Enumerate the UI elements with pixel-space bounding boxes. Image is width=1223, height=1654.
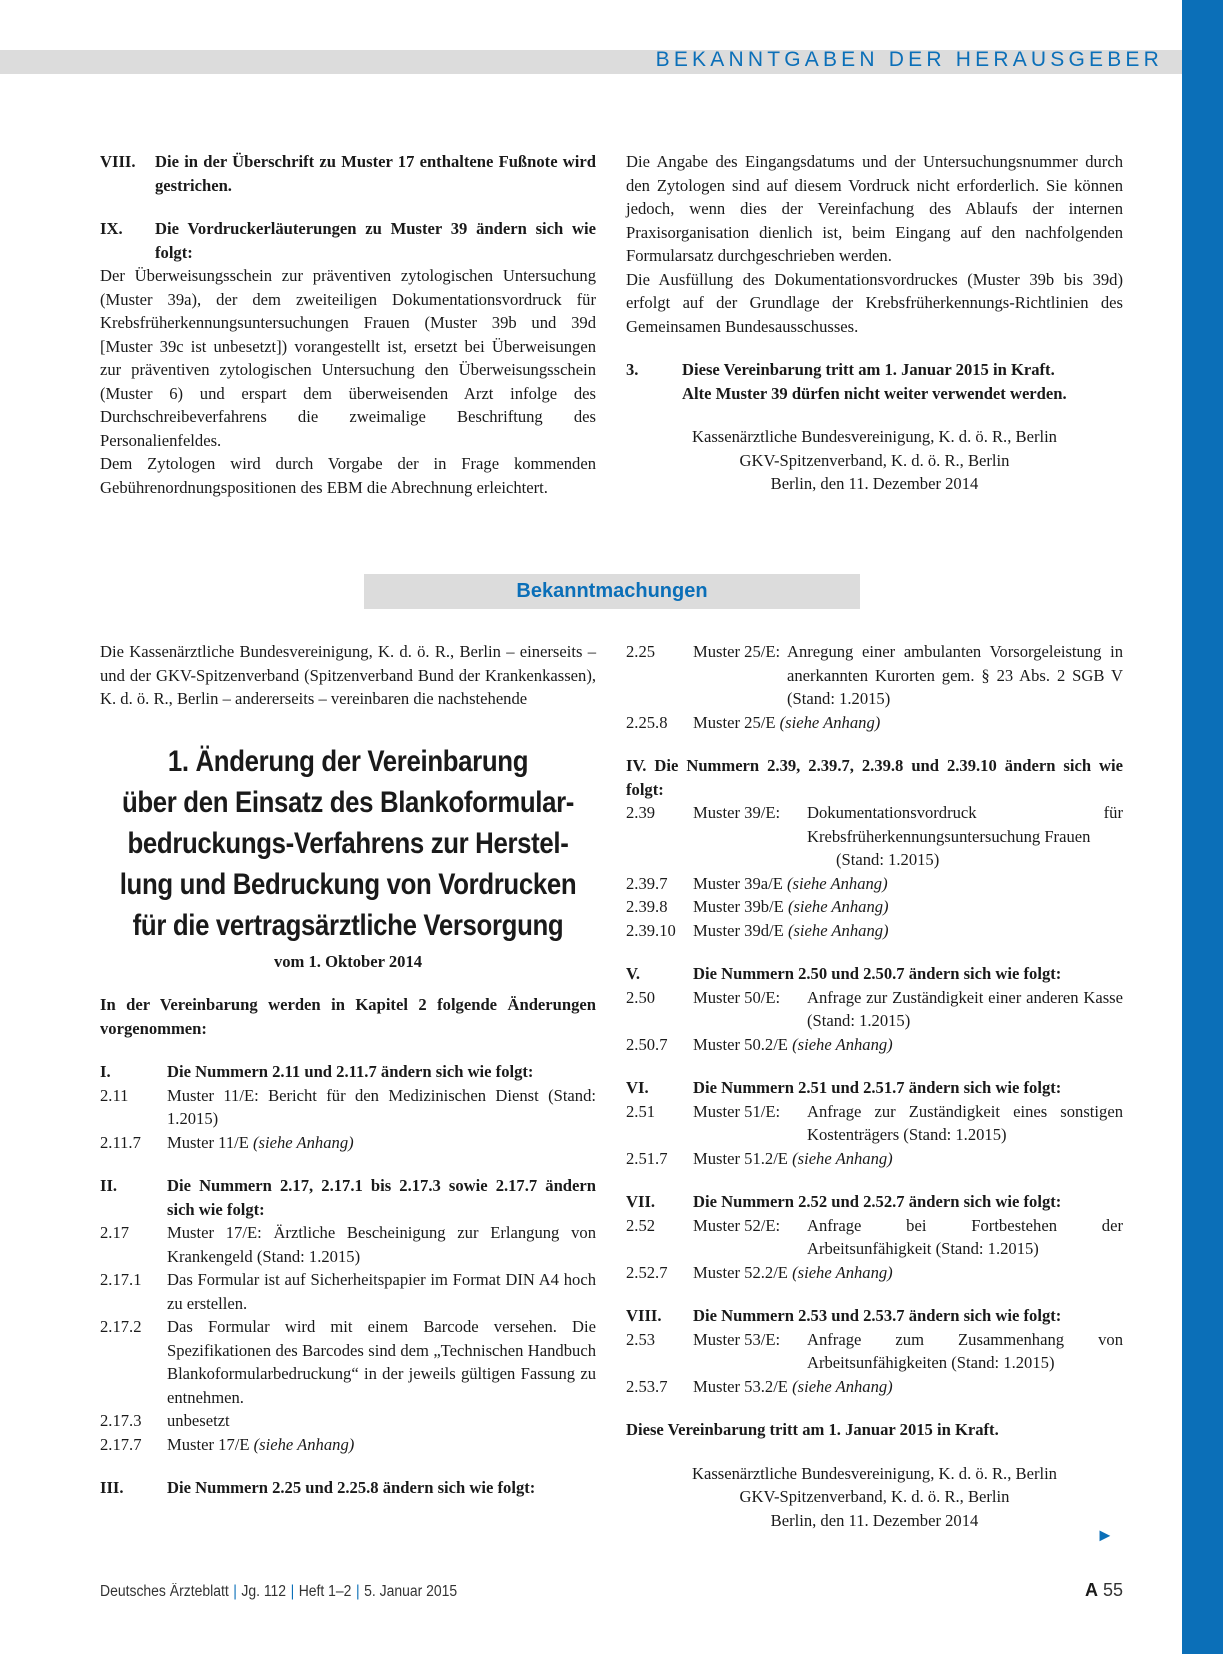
list-item [100, 1084, 596, 1131]
item-3 [626, 358, 1123, 405]
item-number: 2.51.7 [626, 1148, 668, 1168]
item-number: 2.25.8 [626, 712, 668, 732]
section-number: VII. [626, 1192, 656, 1211]
list-item [626, 1033, 1123, 1057]
item-number: 2.51 [626, 1101, 656, 1121]
item-number: 2.17.3 [100, 1411, 142, 1430]
item-text: Anfrage zur Zuständigkeit einer anderen Kasse (Stand: 1.2015) [807, 987, 1123, 1030]
agreement-title [100, 741, 595, 946]
right-color-bar [1182, 0, 1223, 1654]
item-status: (Stand: 1.2015) [836, 850, 940, 869]
item-annex-note: (siehe Anhang) [792, 1262, 893, 1282]
item-text: Das Formular wird mit einem Barcode versehen. Die Spezifikationen des Barcodes sind dem „Technischen Handbuch Blankoformularbedruckung“ in der jeweils gültigen Fassung zu entnehmen. [167, 1317, 596, 1407]
item-number: 2.11.7 [100, 1132, 141, 1152]
issue-date: 5. Januar 2015 [364, 1583, 458, 1600]
section-text: Die Nummern 2.52 und 2.52.7 ändern sich wie folgt: [693, 1192, 1062, 1211]
intro-paragraph: Die Kassenärztliche Bundesvereinigung, K. d. ö. R., Berlin – einerseits – und der GKV-Spitzenverband (Spitzenverband Bund der Krankenkassen), K. d. ö. R., Berlin – andererseits – vereinbaren die nachstehende [100, 642, 596, 708]
list-item [626, 1214, 1123, 1261]
bottom-left-column [100, 640, 596, 1500]
item-annex-note: (siehe Anhang) [792, 1148, 893, 1168]
paragraph: Dem Zytologen wird durch Vorgabe der in Frage kommenden Gebührenordnungspositionen des EBM die Abrechnung erleichtert. [100, 454, 596, 497]
item-text: Muster 39d/E [693, 920, 788, 940]
signatory-kbv: Kassenärztliche Bundesvereinigung, K. d. ö. R., Berlin [692, 427, 1057, 446]
list-item [626, 872, 1123, 896]
list-item [100, 1409, 596, 1433]
item-number: 2.25 [626, 642, 656, 661]
journal-issue: Heft 1–2 [298, 1583, 352, 1600]
page-number [1085, 1580, 1123, 1601]
item-number: 2.39.8 [626, 897, 668, 916]
item-number: 2.53.7 [626, 1376, 668, 1396]
top-right-column [626, 150, 1123, 496]
section-number: III. [100, 1478, 124, 1497]
section-text: Die Nummern 2.17, 2.17.1 bis 2.17.3 sowie 2.17.7 ändern sich wie folgt: [167, 1176, 596, 1219]
section-heading [100, 1476, 596, 1500]
item-number: 2.17 [100, 1223, 130, 1242]
item-number: 2.52 [626, 1215, 656, 1235]
journal-volume: Jg. 112 [241, 1583, 287, 1600]
paragraph: Der Überweisungsschein zur präventiven zytologischen Untersuchung (Muster 39a), der dem zweiteiligen Dokumentationsvordruck für Krebsfrüherkennungsuntersuchungen Frauen (Muster 39b und 39d [Muster 39c ist unbesetzt]) vorangestellt ist, ersetzt bei Überweisungen zur präventiven zytologischen Untersuchung den Überweisungsschein (Muster 6) und erspart dem überweisenden Arzt infolge des Durchschreibeverfahrens die zweimalige Beschriftung des Personalienfeldes. [100, 266, 596, 450]
item-text: Muster 39b/E [693, 897, 788, 916]
signatory-kbv: Kassenärztliche Bundesvereinigung, K. d. ö. R., Berlin [692, 1463, 1057, 1483]
item-number: 2.39.10 [626, 920, 676, 940]
item-number: 2.39 [626, 803, 656, 822]
item-text: Das Formular ist auf Sicherheitspapier im Format DIN A4 hoch zu erstellen. [167, 1270, 596, 1313]
item-text: unbesetzt [167, 1411, 230, 1430]
section-text: Die Nummern 2.11 und 2.11.7 ändern sich wie folgt: [167, 1062, 534, 1081]
signature-date: Berlin, den 11. Dezember 2014 [770, 1510, 979, 1530]
item-annex-note: (siehe Anhang) [792, 1376, 893, 1396]
list-item [100, 1315, 596, 1409]
item-text: Alte Muster 39 dürfen nicht weiter verwendet werden. [682, 383, 1067, 403]
item-number: IX. [100, 219, 123, 238]
paragraph: Die Ausfüllung des Dokumentationsvordruckes (Muster 39b bis 39d) erfolgt auf der Grundlage der Krebsfrüherkennungs-Richtlinien des Gemeinsamen Bundesausschusses. [626, 269, 1123, 336]
title-line: lung und Bedruckung von Vordrucken [119, 867, 577, 901]
top-left-column [100, 150, 596, 499]
signature-block [626, 425, 1123, 496]
item-text: Die in der Überschrift zu Muster 17 enthaltene Fußnote wird gestrichen. [155, 152, 596, 195]
title-line: für die vertragsärztliche Versorgung [132, 908, 564, 942]
item-text: Dokumentationsvordruck für Krebsfrüherkennungsuntersuchung Frauen [807, 803, 1123, 846]
paragraph: Die Angabe des Eingangsdatums und der Untersuchungsnummer durch den Zytologen sind auf diesem Vordruck nicht erforderlich. Sie können jedoch, wenn dies der Vereinfachung des Ablaufs der internen Praxisorganisation dienlich ist, beim Eingang auf den nachfolgenden Formularsatz durchgeschrieben werden. [626, 152, 1123, 265]
list-item [100, 1221, 596, 1268]
item-text: Muster 50.2/E [693, 1034, 793, 1054]
title-line: 1. Änderung der Vereinbarung [167, 744, 529, 778]
section-heading [626, 1076, 1123, 1100]
item-number: 2.17.2 [100, 1317, 142, 1336]
lead-paragraph: In der Vereinbarung werden in Kapitel 2 folgende Änderungen vorgenommen: [100, 995, 596, 1038]
section-text: Die Nummern 2.50 und 2.50.7 ändern sich wie folgt: [693, 964, 1062, 983]
list-item [100, 1131, 596, 1155]
signature-date: Berlin, den 11. Dezember 2014 [770, 474, 979, 493]
list-item [100, 1433, 596, 1457]
item-text: Anfrage bei Fortbestehen der Arbeitsunfähigkeit (Stand: 1.2015) [807, 1215, 1123, 1258]
section-heading [100, 1060, 596, 1084]
section-heading [626, 1190, 1123, 1214]
item-annex-note: (siehe Anhang) [787, 873, 888, 893]
item-number: 2.11 [100, 1085, 129, 1105]
item-annex-note: (siehe Anhang) [253, 1434, 355, 1454]
signatory-gkv: GKV-Spitzenverband, K. d. ö. R., Berlin [739, 1487, 1010, 1506]
item-text: Die Vordruckerläuterungen zu Muster 39 ändern sich wie folgt: [155, 219, 596, 262]
continue-arrow-icon: ► [1096, 1525, 1114, 1545]
item-viii [100, 150, 596, 197]
section-banner: Bekanntmachungen [364, 574, 860, 609]
item-number: 2.39.7 [626, 873, 668, 893]
section-number: I. [100, 1062, 111, 1081]
section-number: VI. [626, 1078, 649, 1097]
item-text: Muster 11/E: Bericht für den Medizinischen Dienst (Stand: 1.2015) [167, 1085, 596, 1128]
item-number: VIII. [100, 152, 136, 171]
item-text: Muster 17/E: Ärztliche Bescheinigung zur Erlangung von Krankengeld (Stand: 1.2015) [167, 1223, 596, 1266]
section-heading: IV. Die Nummern 2.39, 2.39.7, 2.39.8 und 2.39.10 ändern sich wie folgt: [626, 756, 1123, 799]
item-number: 2.50.7 [626, 1034, 668, 1054]
section-number: V. [626, 964, 640, 983]
list-item [100, 1268, 596, 1315]
section-number: II. [100, 1176, 118, 1195]
item-annex-note: (siehe Anhang) [779, 712, 881, 732]
list-item [626, 1375, 1123, 1399]
footer-citation: Deutsches Ärzteblatt | Jg. 112 | Heft 1–2 | 5. Januar 2015 [100, 1583, 458, 1600]
item-number: 3. [626, 360, 639, 379]
item-annex-note: (siehe Anhang) [787, 920, 889, 940]
item-text: Anfrage zur Zuständigkeit eines sonstigen Kostenträgers (Stand: 1.2015) [807, 1101, 1123, 1144]
list-item [626, 919, 1123, 943]
item-form: Muster 25/E: [693, 642, 781, 661]
signatory-gkv: GKV-Spitzenverband, K. d. ö. R., Berlin [739, 450, 1010, 470]
agreement-date: vom 1. Oktober 2014 [273, 951, 423, 971]
list-item [626, 640, 1123, 711]
item-annex-note: (siehe Anhang) [792, 1034, 893, 1054]
item-number: 2.53 [626, 1329, 656, 1349]
list-item [626, 1261, 1123, 1285]
section-heading [626, 1304, 1123, 1328]
item-form: Muster 50/E: [693, 987, 781, 1007]
section-heading [100, 1174, 596, 1221]
item-number: 2.52.7 [626, 1262, 668, 1282]
section-heading [626, 962, 1123, 986]
item-form: Muster 53/E: [693, 1329, 781, 1349]
item-text: Diese Vereinbarung tritt am 1. Januar 2015 in Kraft. [682, 360, 1055, 379]
list-item [626, 1100, 1123, 1147]
list-item [626, 895, 1123, 919]
item-text: Muster 53.2/E [693, 1376, 793, 1396]
title-line: bedruckungs-Verfahrens zur Herstel- [127, 826, 569, 860]
item-text: Muster 17/E [167, 1434, 254, 1454]
page-value: 55 [1102, 1580, 1123, 1600]
item-text: Anfrage zum Zusammenhang von Arbeitsunfähigkeiten (Stand: 1.2015) [807, 1329, 1123, 1372]
item-number: 2.50 [626, 987, 656, 1007]
item-number: 2.17.1 [100, 1270, 142, 1289]
journal-name: Deutsches Ärzteblatt [100, 1583, 229, 1600]
section-header-title: BEKANNTGABEN DER HERAUSGEBER [655, 48, 1163, 71]
signature-block [626, 1462, 1123, 1533]
item-text: Muster 52.2/E [693, 1262, 793, 1282]
item-text: Muster 51.2/E [693, 1148, 793, 1168]
item-annex-note: (siehe Anhang) [787, 897, 889, 916]
item-text: Muster 39a/E [693, 873, 788, 893]
section-number: VIII. [626, 1306, 662, 1325]
item-ix [100, 217, 596, 264]
section-text: Die Nummern 2.53 und 2.53.7 ändern sich wie folgt: [693, 1306, 1062, 1325]
section-text: Die Nummern 2.25 und 2.25.8 ändern sich wie folgt: [167, 1478, 536, 1497]
list-item [626, 711, 1123, 735]
item-form: Muster 51/E: [693, 1101, 781, 1121]
bottom-right-column [626, 640, 1123, 1532]
item-form: Muster 52/E: [693, 1215, 781, 1235]
item-text: Muster 25/E [693, 712, 780, 732]
title-line: über den Einsatz des Blankoformular- [121, 785, 575, 819]
item-number: 2.17.7 [100, 1434, 142, 1454]
section-text: Die Nummern 2.51 und 2.51.7 ändern sich wie folgt: [693, 1078, 1062, 1097]
page-prefix: A [1084, 1580, 1098, 1600]
item-form: Muster 39/E: [693, 803, 781, 822]
list-item [626, 1328, 1123, 1375]
list-item [626, 801, 1123, 848]
effective-date-statement: Diese Vereinbarung tritt am 1. Januar 2015 in Kraft. [626, 1420, 999, 1439]
item-text: Muster 11/E [167, 1132, 254, 1152]
item-annex-note: (siehe Anhang) [253, 1132, 354, 1152]
list-item [626, 1147, 1123, 1171]
list-item [626, 986, 1123, 1033]
item-text: Anregung einer ambulanten Vorsorgeleistung in anerkannten Kurorten gem. § 23 Abs. 2 SGB V (Stand: 1.2015) [787, 642, 1123, 708]
